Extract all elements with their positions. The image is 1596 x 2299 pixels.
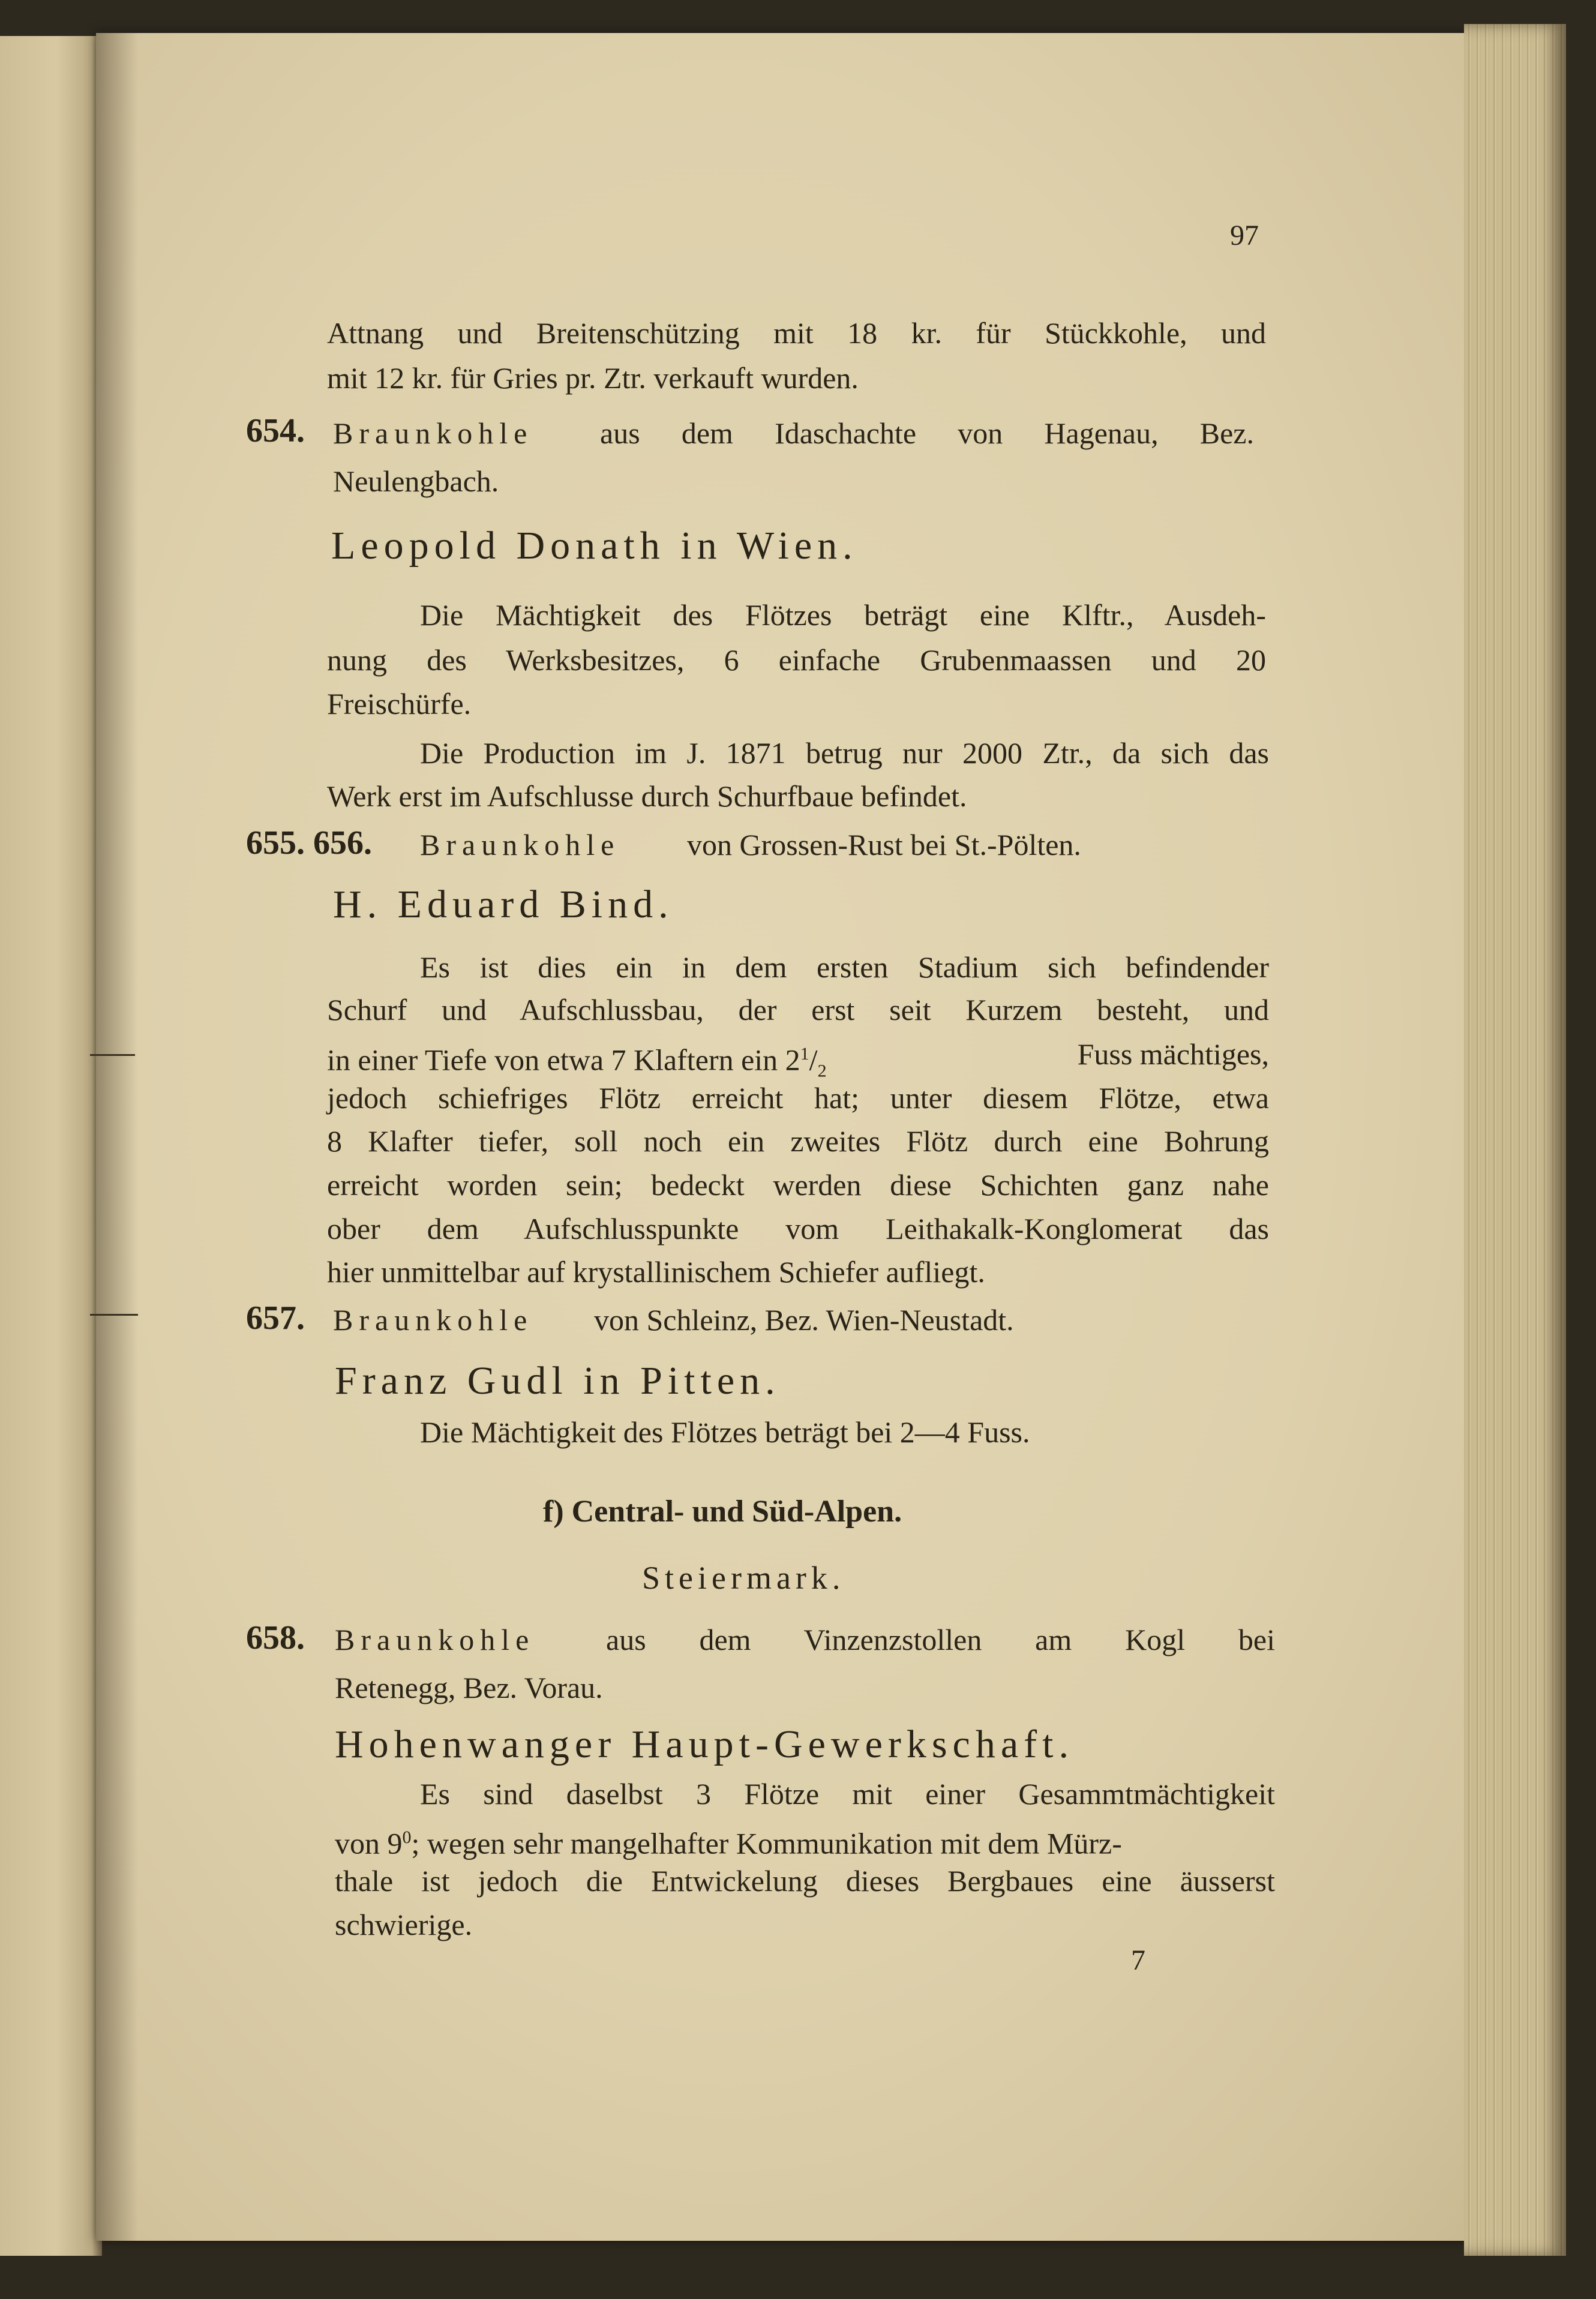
text-line: schwierige. bbox=[335, 1908, 473, 1941]
owner-heading: Leopold Donath in Wien. bbox=[331, 524, 858, 568]
entry-keyword: Braunkohle bbox=[335, 1623, 535, 1656]
text-line: 8 Klafter tiefer, soll noch ein zweites Flötz durch eine Bohrung bbox=[327, 1124, 1269, 1158]
degree-superscript: 0 bbox=[402, 1827, 412, 1847]
owner-heading: Franz Gudl in Pitten. bbox=[335, 1359, 781, 1403]
text-line: aus dem Idaschachte von Hagenau, Bez. bbox=[600, 416, 1254, 450]
text-line: Es ist dies ein in dem ersten Stadium sich befindender bbox=[420, 950, 1269, 984]
text-line: mit 12 kr. für Gries pr. Ztr. verkauft wurden. bbox=[327, 361, 859, 395]
text-line: erreicht worden sein; bedeckt werden diese Schichten ganz nahe bbox=[327, 1168, 1269, 1202]
text-line: Werk erst im Aufschlusse durch Schurfbaue befindet. bbox=[327, 779, 967, 813]
text-line: thale ist jedoch die Entwickelung dieses Bergbaues eine äusserst bbox=[335, 1864, 1275, 1898]
text-line: aus dem Vinzenzstollen am Kogl bei bbox=[606, 1623, 1275, 1656]
text-line: nung des Werksbesitzes, 6 einfache Grubenmaassen und 20 bbox=[327, 643, 1266, 677]
text-line: Retenegg, Bez. Vorau. bbox=[335, 1671, 603, 1704]
signature-mark: 7 bbox=[1131, 1944, 1145, 1976]
entry-keyword: Braunkohle bbox=[333, 1303, 533, 1337]
text-span: von 9 bbox=[335, 1826, 403, 1860]
entry-keyword: Braunkohle bbox=[420, 828, 620, 862]
text-line bbox=[335, 1820, 1122, 1862]
text-line: ober dem Aufschlusspunkte vom Leithakalk-Konglomerat das bbox=[327, 1212, 1269, 1245]
text-line: Attnang und Breitenschützing mit 18 kr. für Stückkohle, und bbox=[327, 316, 1266, 350]
text-line: Es sind daselbst 3 Flötze mit einer Gesammtmächtigkeit bbox=[420, 1777, 1275, 1811]
entry-number: 658. bbox=[246, 1619, 305, 1656]
text-line: hier unmittelbar auf krystallinischem Schiefer aufliegt. bbox=[327, 1255, 985, 1289]
text-span: ; wegen sehr mangelhafter Kommunikation mit dem Mürz- bbox=[411, 1826, 1122, 1860]
text-span: Fuss mächtiges, bbox=[1077, 1037, 1269, 1071]
entry-number: 655. 656. bbox=[246, 824, 372, 862]
text-span: in einer Tiefe von etwa 7 Klaftern ein 2 bbox=[327, 1043, 800, 1077]
text-line: von Schleinz, Bez. Wien-Neustadt. bbox=[594, 1303, 1014, 1337]
text-line: Schurf und Aufschlussbau, der erst seit Kurzem besteht, und bbox=[327, 993, 1269, 1027]
text-line: Die Production im J. 1871 betrug nur 2000 Ztr., da sich das bbox=[420, 736, 1269, 770]
text-line: Die Mächtigkeit des Flötzes beträgt eine Klftr., Ausdeh- bbox=[420, 598, 1266, 632]
section-heading: f) Central- und Süd-Alpen. bbox=[543, 1494, 902, 1529]
entry-number: 654. bbox=[246, 412, 305, 449]
fraction-numerator: 1 bbox=[800, 1044, 809, 1064]
text-line: jedoch schiefriges Flötz erreicht hat; unter diesem Flötze, etwa bbox=[327, 1081, 1269, 1115]
fraction-denominator: 2 bbox=[817, 1061, 827, 1081]
text-line: von Grossen-Rust bei St.-Pölten. bbox=[687, 828, 1081, 862]
entry-keyword: Braunkohle bbox=[333, 416, 533, 450]
entry-number: 657. bbox=[246, 1299, 305, 1337]
text-line: Freischürfe. bbox=[327, 687, 472, 721]
owner-heading: Hohenwanger Haupt-Gewerkschaft. bbox=[335, 1722, 1074, 1766]
text-line: Neulengbach. bbox=[333, 464, 499, 498]
owner-heading: H. Eduard Bind. bbox=[333, 883, 674, 926]
page-number: 97 bbox=[1230, 220, 1259, 251]
fraction-slash: / bbox=[809, 1043, 818, 1077]
region-heading: Steiermark. bbox=[642, 1560, 845, 1596]
text-line: Die Mächtigkeit des Flötzes beträgt bei 2—4 Fuss. bbox=[420, 1415, 1030, 1449]
